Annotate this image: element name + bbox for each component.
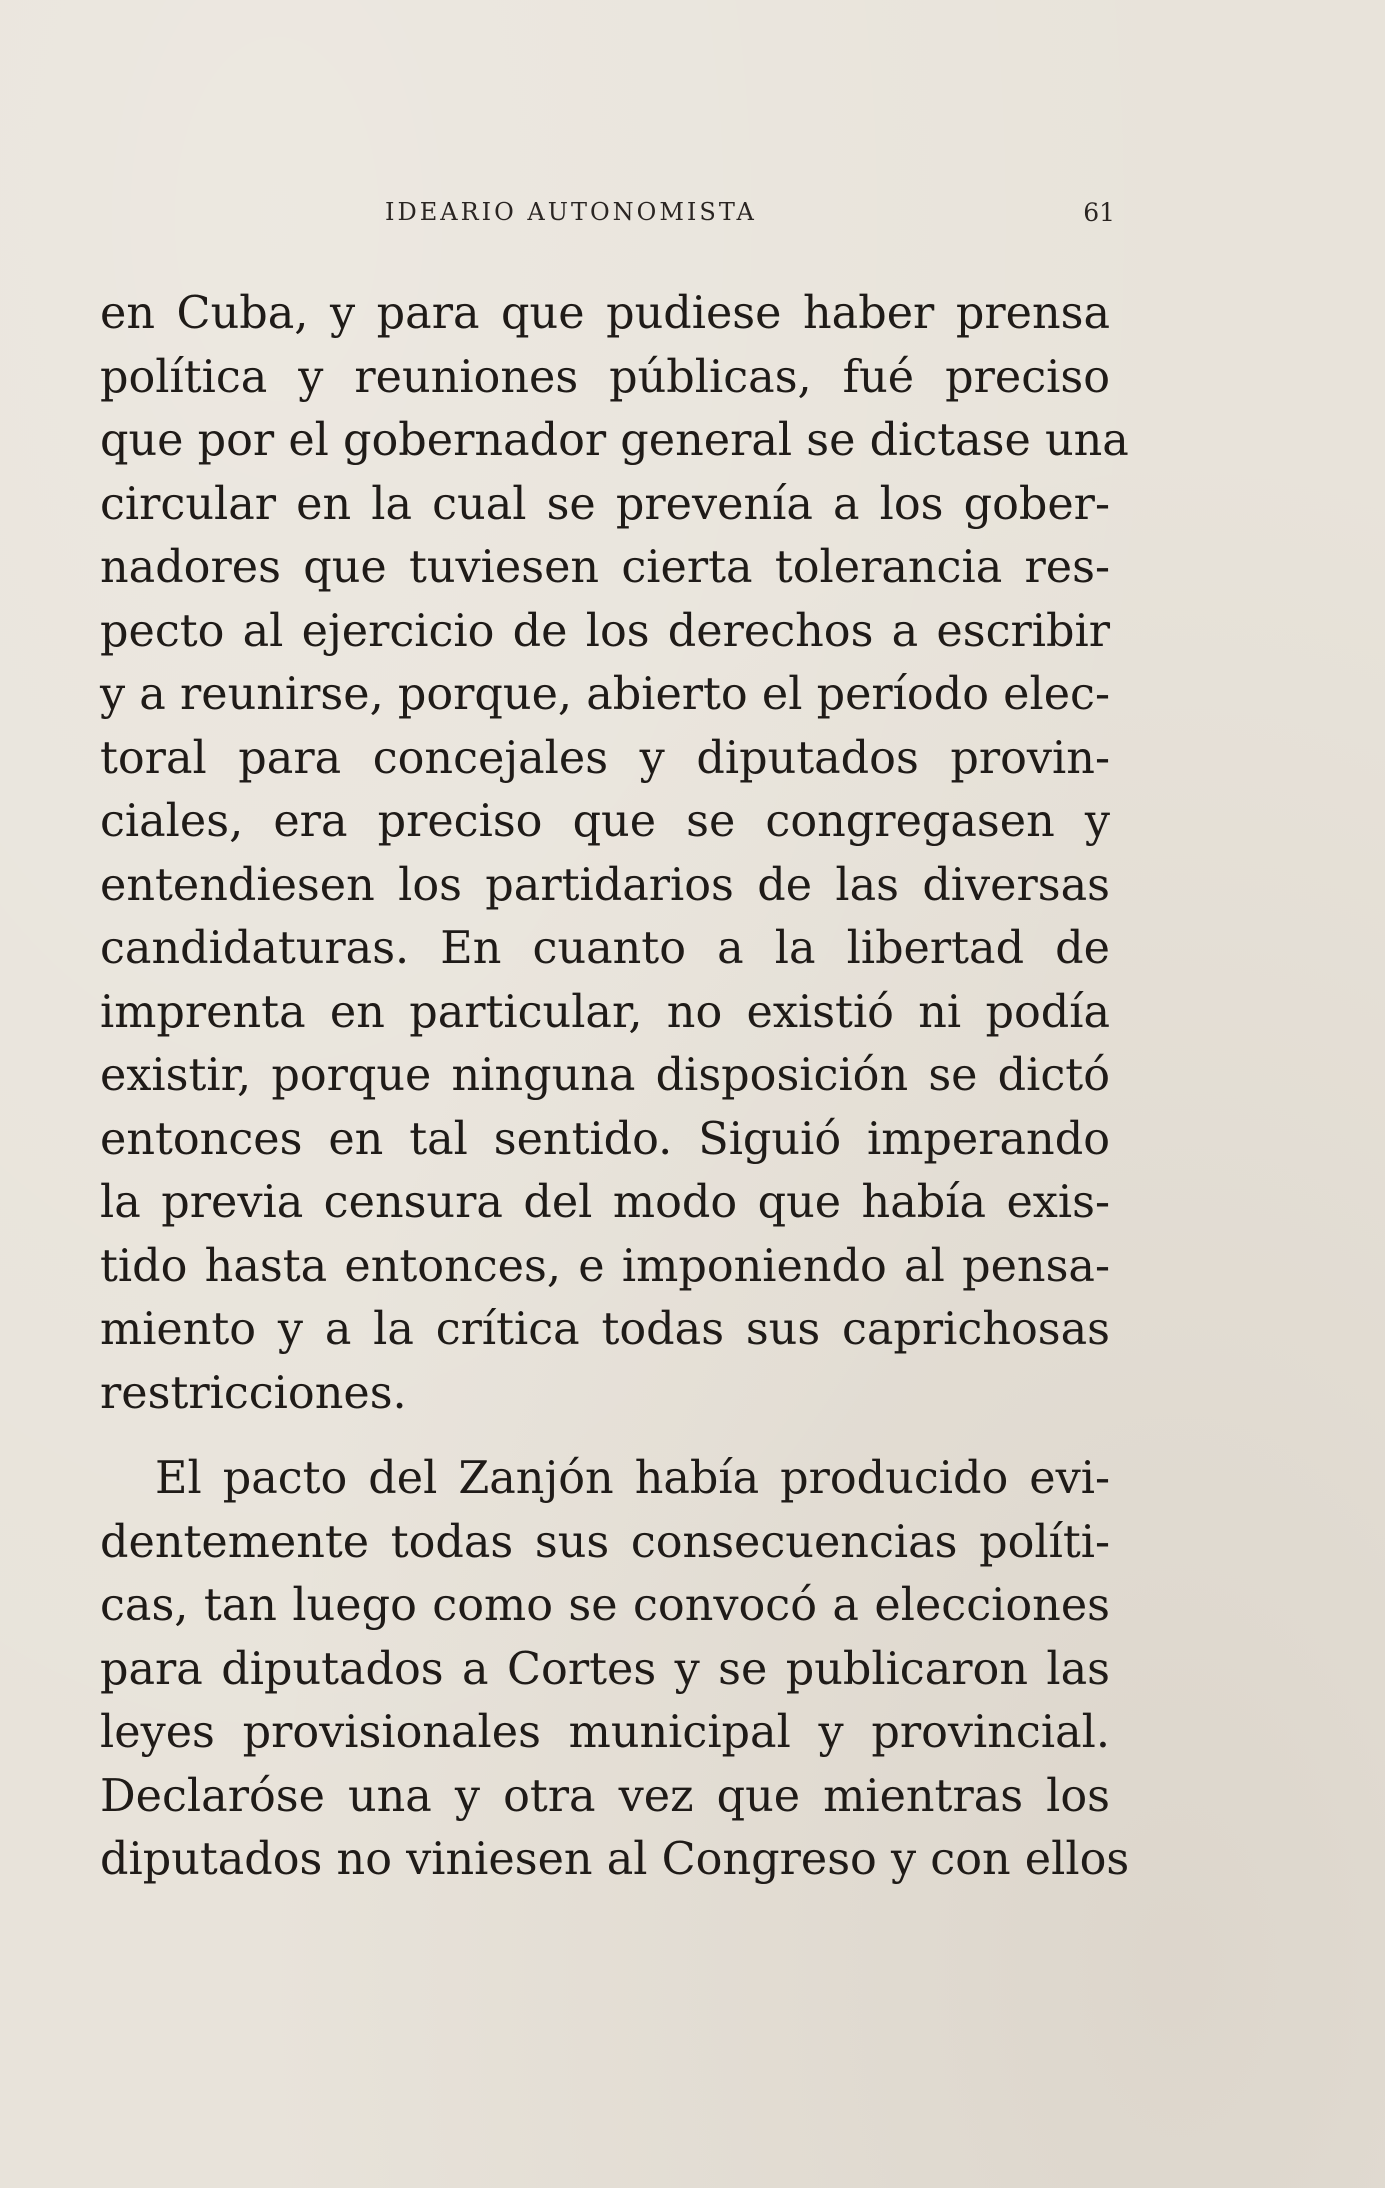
body-text [100, 282, 1130, 1892]
text-line: cas, tan luego como se convocó a elecciones [100, 1580, 1110, 1631]
text-line: leyes provisionales municipal y provincial. [100, 1707, 1110, 1758]
text-line: circular en la cual se prevenía a los gober- [100, 478, 1110, 530]
text-line: para diputados a Cortes y se publicaron las [100, 1643, 1110, 1695]
text-line: tido hasta entonces, e imponiendo al pensa- [100, 1240, 1110, 1292]
text-line: imprenta en particular, no existió ni podía [100, 986, 1110, 1038]
running-head [385, 198, 1115, 238]
text-line: miento y a la crítica todas sus caprichosas [100, 1304, 1110, 1355]
paragraph-2 [100, 1447, 1130, 1892]
text-line: que por el gobernador general se dictase una [100, 415, 1129, 466]
text-line: entonces en tal sentido. Siguió imperando [100, 1113, 1110, 1165]
text-line: diputados no viniesen al Congreso y con ellos [100, 1834, 1130, 1885]
paragraph-1 [100, 282, 1129, 1425]
text-line: El pacto del Zanjón había producido evi- [155, 1453, 1110, 1504]
text-line: restricciones. [100, 1367, 407, 1419]
page-number: 61 [1083, 198, 1115, 227]
text-line: y a reunirse, porque, abierto el período elec- [100, 669, 1110, 720]
text-line: dentemente todas sus consecuencias políti- [100, 1516, 1110, 1568]
text-line: política y reuniones públicas, fué preciso [100, 351, 1110, 403]
text-line: ciales, era preciso que se congregasen y [100, 796, 1110, 847]
text-line: la previa censura del modo que había exis- [100, 1177, 1110, 1228]
text-line: Declaróse una y otra vez que mientras los [100, 1770, 1110, 1822]
text-line: candidaturas. En cuanto a la libertad de [100, 923, 1110, 974]
text-line: pecto al ejercicio de los derechos a escribir [100, 605, 1110, 657]
text-line: en Cuba, y para que pudiese haber prensa [100, 288, 1110, 339]
text-line: toral para concejales y diputados provin- [100, 732, 1110, 784]
running-title: IDEARIO AUTONOMISTA [385, 198, 757, 226]
paragraph-gap [100, 1425, 1110, 1447]
text-line: entendiesen los partidarios de las diversas [100, 859, 1110, 911]
text-line: nadores que tuviesen cierta tolerancia res- [100, 542, 1110, 593]
text-line: existir, porque ninguna disposición se dictó [100, 1050, 1110, 1101]
